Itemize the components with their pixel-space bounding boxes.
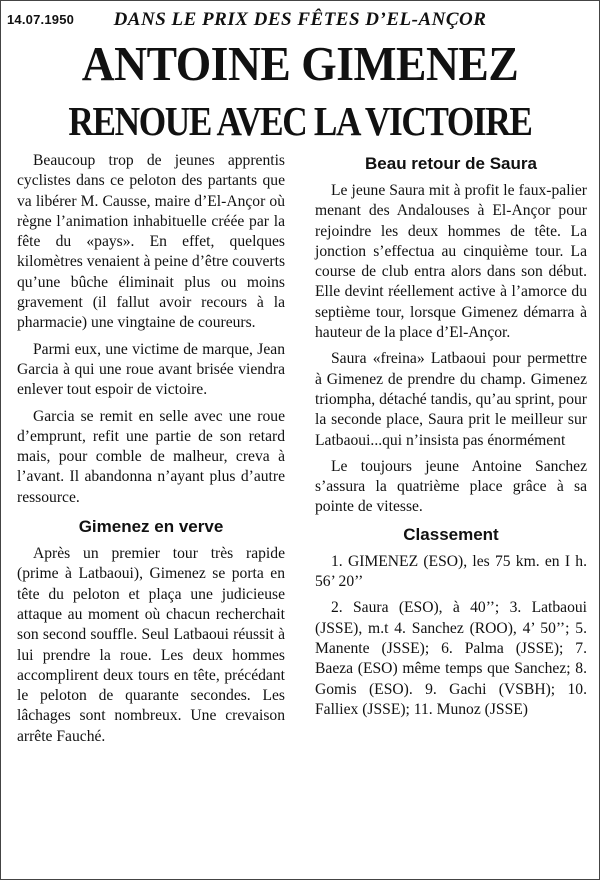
section-heading-classement: Classement — [403, 524, 499, 544]
right-paragraph-3: Le toujours jeune Antoine Sanchez s’assura la quatrième place grâce à sa pointe de vitesse. — [315, 457, 587, 516]
right-paragraph-2: Saura «freina» Latbaoui pour permettre à Gimenez de prendre du champ. Gimenez triompha, détaché tandis, qu’au sprint, pour la seconde place, Saura prit le meilleur sur Latbaoui...qui n’insista pas énormément — [315, 350, 587, 449]
left-paragraph-4: Après un premier tour très rapide (prime à Latbaoui), Gimenez se porta en tête du peloton et plaça une judicieuse attaque au moment où chacun recherchait son second souffle. Seul Latbaoui réussit à lui prendre la roue. Les deux hommes accomplirent deux tours en tête, précédant le peloton de quarante secondes. Les lâchages sont nombreux. Une crevaison arrête Fauché. — [17, 545, 285, 745]
article-kicker: DANS LE PRIX DES FÊTES D’EL-ANÇOR — [113, 9, 487, 30]
right-column — [315, 151, 587, 726]
right-paragraph-1: Le jeune Saura mit à profit le faux-palier menant des Andalouses à El-Ançor pour rejoindre les deux hommes de tête. La jonction s’effectua au cinquième tour. La course de club entra alors dans son début. Elle devint réellement active à l’amorce du septième tour, lorsque Gimenez démarra à hauteur de la place d’El-Ançor. — [315, 182, 587, 342]
left-paragraph-1: Beaucoup trop de jeunes apprentis cyclistes dans ce peloton des partants que va libérer M. Causse, maire d’El-Ançor où règne l’animation inhabituelle créée par la fête du «pays». En effet, quelques kilomètres venaient à peine d’être couverts qu’une bûche éliminait plus ou moins gravement (il fallut avoir recours à la pharmacie) une vingtaine de coureurs. — [17, 152, 286, 332]
article-date: 14.07.1950 — [7, 12, 75, 27]
section-heading-gimenez-en-verve: Gimenez en verve — [78, 517, 224, 537]
classement-first-place: 1. GIMENEZ (ESO), les 75 km. en I h. 56’ 20’’ — [315, 552, 587, 591]
left-column — [17, 151, 285, 753]
left-paragraph-2: Parmi eux, une victime de marque, Jean Garcia à qui une roue avant brisée viendra enlever tout espoir de victoire. — [17, 340, 285, 399]
article-headline: ANTOINE GIMENEZ — [81, 36, 519, 91]
classement-results: 2. Saura (ESO), à 40’’; 3. Latbaoui (JSSE), m.t 4. Sanchez (ROO), 4’ 50’’; 5. Manente (JSSE); 6. Palma (JSSE); 7. Baeza (ESO) même temps que Sanchez; 8. Gomis (ESO). 9. Gachi (VSBH); 10. Falliex (JSSE); 11. Munoz (JSSE) — [315, 599, 587, 718]
section-heading-beau-retour-de-saura: Beau retour de Saura — [365, 154, 537, 173]
article-subheadline: RENOUE AVEC LA VICTOIRE — [68, 98, 532, 144]
left-paragraph-3: Garcia se remit en selle avec une roue d’emprunt, refit une partie de son retard mais, pour comble de malheur, creva à l’avant. Il abandonna n’ayant plus d’autre ressource. — [17, 407, 285, 506]
